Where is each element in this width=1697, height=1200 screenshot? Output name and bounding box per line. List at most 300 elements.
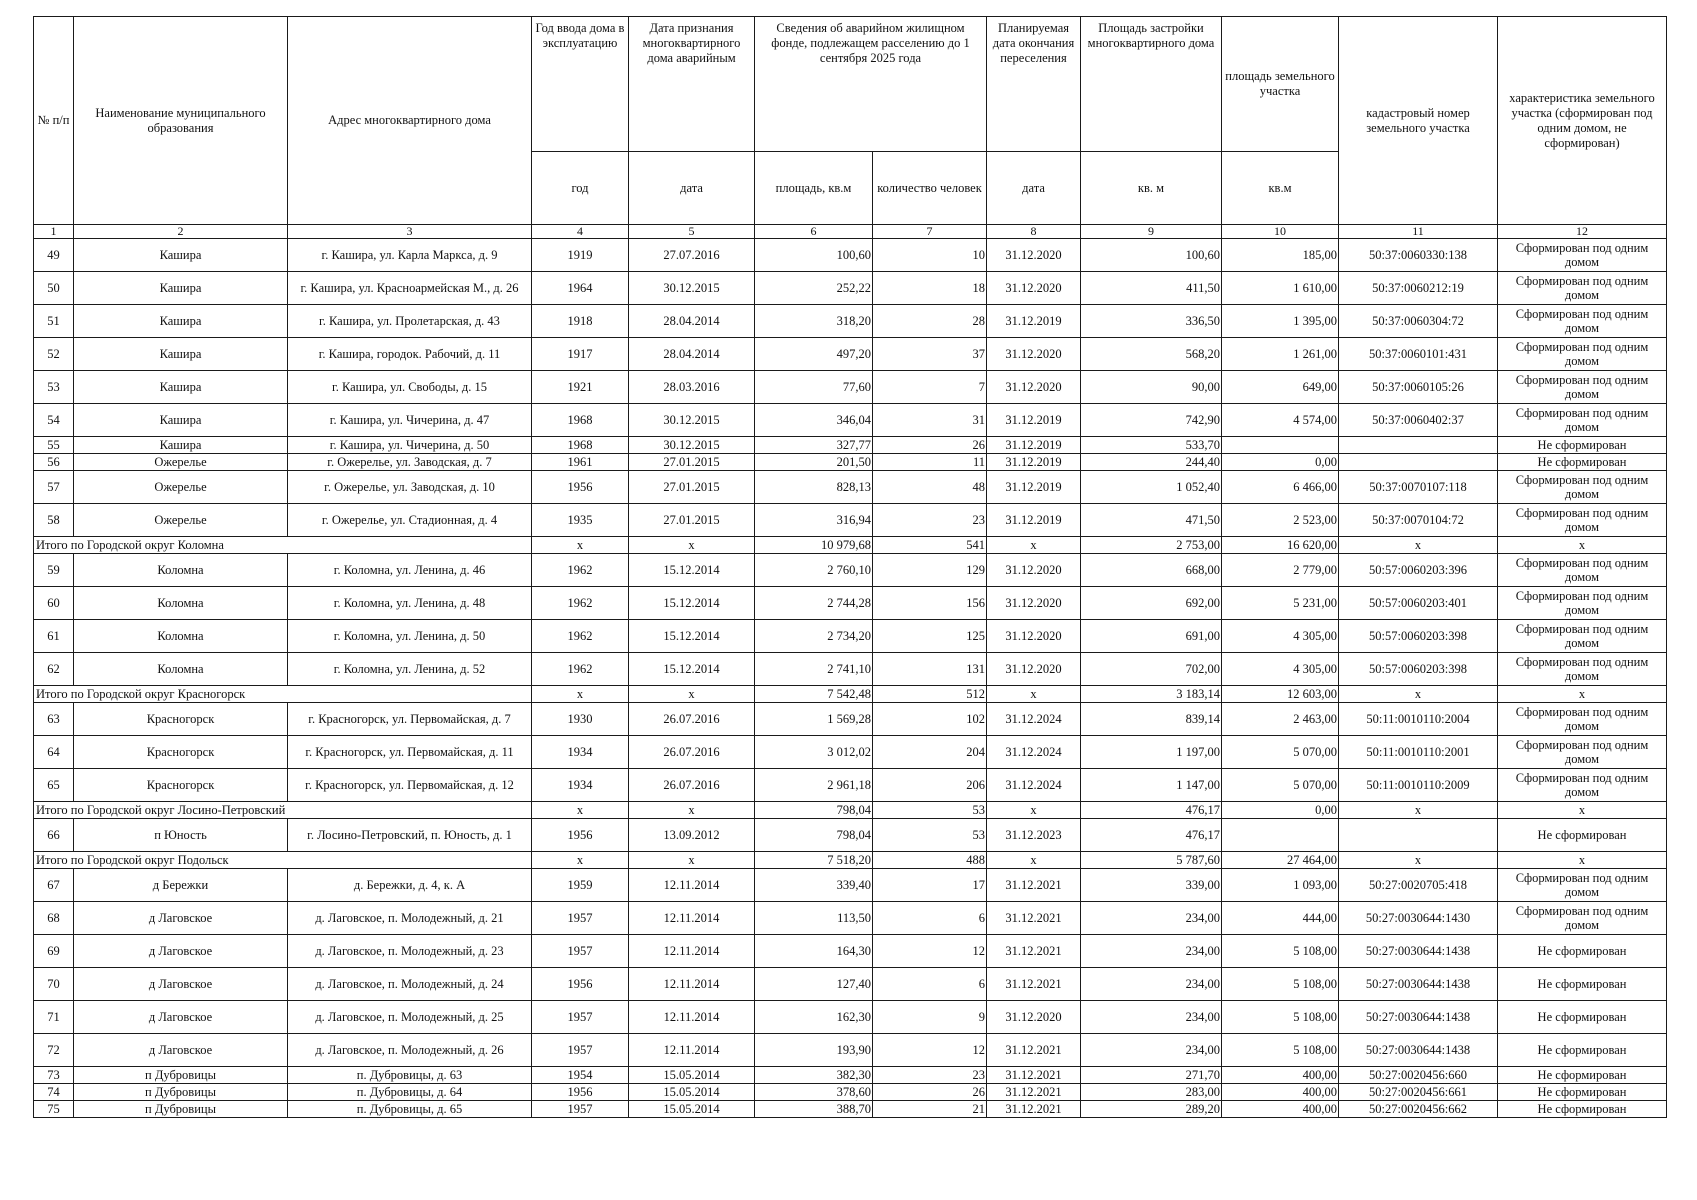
- people-count-cell: 7: [873, 371, 987, 404]
- col-header-land-area: площадь земельного участка: [1222, 17, 1339, 152]
- table-row: [34, 371, 1667, 404]
- planned-date-cell: 31.12.2021: [987, 1067, 1081, 1084]
- row-number: 53: [34, 371, 74, 404]
- land-characteristic-cell: x: [1498, 686, 1667, 703]
- municipality-cell: Кашира: [74, 338, 288, 371]
- cadastral-number-cell: 50:27:0020456:661: [1339, 1084, 1498, 1101]
- planned-date-cell: 31.12.2023: [987, 819, 1081, 852]
- municipality-cell: Коломна: [74, 554, 288, 587]
- table-row: [34, 437, 1667, 454]
- planned-date-cell: 31.12.2020: [987, 272, 1081, 305]
- land-characteristic-cell: Не сформирован: [1498, 1084, 1667, 1101]
- land-characteristic-cell: Сформирован под одним домом: [1498, 471, 1667, 504]
- building-area-cell: 283,00: [1081, 1084, 1222, 1101]
- land-area-cell: 5 070,00: [1222, 769, 1339, 802]
- row-number: 56: [34, 454, 74, 471]
- building-area-cell: 476,17: [1081, 819, 1222, 852]
- people-count-cell: 206: [873, 769, 987, 802]
- land-characteristic-cell: Сформирован под одним домом: [1498, 736, 1667, 769]
- municipality-cell: Ожерелье: [74, 454, 288, 471]
- year-cell: 1968: [532, 404, 629, 437]
- cadastral-number-cell: 50:57:0060203:398: [1339, 620, 1498, 653]
- planned-date-cell: 31.12.2020: [987, 653, 1081, 686]
- cadastral-number-cell: x: [1339, 802, 1498, 819]
- planned-date-cell: 31.12.2020: [987, 338, 1081, 371]
- land-area-cell: 400,00: [1222, 1101, 1339, 1118]
- fund-area-cell: 497,20: [755, 338, 873, 371]
- subheader-plan-date: дата: [987, 152, 1081, 225]
- land-characteristic-cell: Сформирован под одним домом: [1498, 504, 1667, 537]
- land-characteristic-cell: Сформирован под одним домом: [1498, 620, 1667, 653]
- row-number: 50: [34, 272, 74, 305]
- land-area-cell: 2 523,00: [1222, 504, 1339, 537]
- emergency-date-cell: 28.03.2016: [629, 371, 755, 404]
- address-cell: г. Красногорск, ул. Первомайская, д. 7: [288, 703, 532, 736]
- municipality-cell: Коломна: [74, 620, 288, 653]
- municipality-cell: Кашира: [74, 272, 288, 305]
- address-cell: п. Дубровицы, д. 64: [288, 1084, 532, 1101]
- planned-date-cell: 31.12.2021: [987, 869, 1081, 902]
- address-cell: г. Коломна, ул. Ленина, д. 50: [288, 620, 532, 653]
- planned-date-cell: x: [987, 852, 1081, 869]
- planned-date-cell: 31.12.2019: [987, 471, 1081, 504]
- building-area-cell: 2 753,00: [1081, 537, 1222, 554]
- cadastral-number-cell: 50:37:0070107:118: [1339, 471, 1498, 504]
- municipality-cell: д Лаговское: [74, 902, 288, 935]
- fund-area-cell: 2 961,18: [755, 769, 873, 802]
- year-cell: 1934: [532, 769, 629, 802]
- land-characteristic-cell: Сформирован под одним домом: [1498, 869, 1667, 902]
- year-cell: 1962: [532, 587, 629, 620]
- municipality-cell: п Дубровицы: [74, 1067, 288, 1084]
- fund-area-cell: 2 734,20: [755, 620, 873, 653]
- land-area-cell: 5 108,00: [1222, 1001, 1339, 1034]
- land-characteristic-cell: Не сформирован: [1498, 437, 1667, 454]
- year-cell: 1956: [532, 968, 629, 1001]
- address-cell: г. Красногорск, ул. Первомайская, д. 12: [288, 769, 532, 802]
- cadastral-number-cell: 50:11:0010110:2009: [1339, 769, 1498, 802]
- municipality-cell: Коломна: [74, 653, 288, 686]
- land-characteristic-cell: Сформирован под одним домом: [1498, 653, 1667, 686]
- row-number: 69: [34, 935, 74, 968]
- land-characteristic-cell: Сформирован под одним домом: [1498, 371, 1667, 404]
- column-number-row: [34, 225, 1667, 239]
- cadastral-number-cell: 50:37:0060212:19: [1339, 272, 1498, 305]
- table-row: [34, 1101, 1667, 1118]
- year-cell: 1957: [532, 1034, 629, 1067]
- planned-date-cell: 31.12.2024: [987, 703, 1081, 736]
- col-header-emergency-fund: Сведения об аварийном жилищном фонде, подлежащем расселению до 1 сентября 2025 года: [755, 17, 987, 152]
- year-cell: 1962: [532, 653, 629, 686]
- emergency-date-cell: 15.12.2014: [629, 620, 755, 653]
- fund-area-cell: 388,70: [755, 1101, 873, 1118]
- building-area-cell: 411,50: [1081, 272, 1222, 305]
- municipality-cell: д Лаговское: [74, 1001, 288, 1034]
- table-row: [34, 769, 1667, 802]
- planned-date-cell: x: [987, 537, 1081, 554]
- table-row: [34, 554, 1667, 587]
- row-number: 73: [34, 1067, 74, 1084]
- planned-date-cell: 31.12.2019: [987, 504, 1081, 537]
- row-number: 63: [34, 703, 74, 736]
- land-area-cell: 649,00: [1222, 371, 1339, 404]
- col-header-address: Адрес многоквартирного дома: [288, 17, 532, 225]
- fund-area-cell: 162,30: [755, 1001, 873, 1034]
- people-count-cell: 131: [873, 653, 987, 686]
- subtotal-label: Итого по Городской округ Коломна: [34, 537, 532, 554]
- emergency-date-cell: 28.04.2014: [629, 338, 755, 371]
- people-count-cell: 28: [873, 305, 987, 338]
- municipality-cell: Кашира: [74, 305, 288, 338]
- land-area-cell: 400,00: [1222, 1067, 1339, 1084]
- planned-date-cell: 31.12.2021: [987, 902, 1081, 935]
- people-count-cell: 156: [873, 587, 987, 620]
- year-cell: 1962: [532, 620, 629, 653]
- land-area-cell: [1222, 819, 1339, 852]
- address-cell: д. Лаговское, п. Молодежный, д. 25: [288, 1001, 532, 1034]
- row-number: 70: [34, 968, 74, 1001]
- column-number: 4: [532, 225, 629, 239]
- people-count-cell: 26: [873, 437, 987, 454]
- row-number: 51: [34, 305, 74, 338]
- emergency-date-cell: 12.11.2014: [629, 1001, 755, 1034]
- land-characteristic-cell: Не сформирован: [1498, 1067, 1667, 1084]
- cadastral-number-cell: [1339, 437, 1498, 454]
- building-area-cell: 289,20: [1081, 1101, 1222, 1118]
- year-cell: 1919: [532, 239, 629, 272]
- cadastral-number-cell: 50:37:0060304:72: [1339, 305, 1498, 338]
- address-cell: г. Кашира, ул. Чичерина, д. 47: [288, 404, 532, 437]
- cadastral-number-cell: 50:37:0060101:431: [1339, 338, 1498, 371]
- year-cell: 1917: [532, 338, 629, 371]
- col-header-building-area: Площадь застройки многоквартирного дома: [1081, 17, 1222, 152]
- land-area-cell: 5 070,00: [1222, 736, 1339, 769]
- land-characteristic-cell: Не сформирован: [1498, 968, 1667, 1001]
- fund-area-cell: 193,90: [755, 1034, 873, 1067]
- row-number: 55: [34, 437, 74, 454]
- people-count-cell: 18: [873, 272, 987, 305]
- land-characteristic-cell: x: [1498, 852, 1667, 869]
- address-cell: г. Коломна, ул. Ленина, д. 46: [288, 554, 532, 587]
- table-header: [34, 17, 1667, 239]
- emergency-date-cell: 13.09.2012: [629, 819, 755, 852]
- planned-date-cell: x: [987, 686, 1081, 703]
- people-count-cell: 37: [873, 338, 987, 371]
- emergency-date-cell: 30.12.2015: [629, 437, 755, 454]
- planned-date-cell: 31.12.2021: [987, 1084, 1081, 1101]
- building-area-cell: 234,00: [1081, 1034, 1222, 1067]
- municipality-cell: д Лаговское: [74, 968, 288, 1001]
- people-count-cell: 21: [873, 1101, 987, 1118]
- land-area-cell: 5 108,00: [1222, 935, 1339, 968]
- planned-date-cell: 31.12.2021: [987, 1101, 1081, 1118]
- emergency-date-cell: x: [629, 852, 755, 869]
- building-area-cell: 1 197,00: [1081, 736, 1222, 769]
- fund-area-cell: 798,04: [755, 819, 873, 852]
- fund-area-cell: 252,22: [755, 272, 873, 305]
- row-number: 59: [34, 554, 74, 587]
- column-number: 7: [873, 225, 987, 239]
- building-area-cell: 692,00: [1081, 587, 1222, 620]
- table-row: [34, 1034, 1667, 1067]
- fund-area-cell: 2 760,10: [755, 554, 873, 587]
- table-row: [34, 1084, 1667, 1101]
- cadastral-number-cell: 50:27:0020705:418: [1339, 869, 1498, 902]
- land-area-cell: 6 466,00: [1222, 471, 1339, 504]
- planned-date-cell: 31.12.2019: [987, 437, 1081, 454]
- table-row: [34, 471, 1667, 504]
- people-count-cell: 488: [873, 852, 987, 869]
- emergency-date-cell: 27.07.2016: [629, 239, 755, 272]
- building-area-cell: 234,00: [1081, 935, 1222, 968]
- land-area-cell: 4 305,00: [1222, 620, 1339, 653]
- emergency-date-cell: 27.01.2015: [629, 471, 755, 504]
- row-number: 66: [34, 819, 74, 852]
- address-cell: п. Дубровицы, д. 63: [288, 1067, 532, 1084]
- people-count-cell: 23: [873, 1067, 987, 1084]
- row-number: 64: [34, 736, 74, 769]
- table-row: [34, 620, 1667, 653]
- building-area-cell: 839,14: [1081, 703, 1222, 736]
- cadastral-number-cell: 50:27:0020456:660: [1339, 1067, 1498, 1084]
- municipality-cell: Ожерелье: [74, 471, 288, 504]
- cadastral-number-cell: 50:27:0030644:1438: [1339, 1001, 1498, 1034]
- subtotal-row: [34, 852, 1667, 869]
- address-cell: г. Ожерелье, ул. Заводская, д. 10: [288, 471, 532, 504]
- table-row: [34, 935, 1667, 968]
- land-characteristic-cell: Не сформирован: [1498, 1101, 1667, 1118]
- table-row: [34, 239, 1667, 272]
- address-cell: д. Лаговское, п. Молодежный, д. 24: [288, 968, 532, 1001]
- people-count-cell: 512: [873, 686, 987, 703]
- building-area-cell: 336,50: [1081, 305, 1222, 338]
- cadastral-number-cell: [1339, 454, 1498, 471]
- year-cell: 1930: [532, 703, 629, 736]
- people-count-cell: 204: [873, 736, 987, 769]
- subheader-land-area: кв.м: [1222, 152, 1339, 225]
- building-area-cell: 668,00: [1081, 554, 1222, 587]
- municipality-cell: Кашира: [74, 437, 288, 454]
- planned-date-cell: 31.12.2021: [987, 1034, 1081, 1067]
- land-area-cell: 185,00: [1222, 239, 1339, 272]
- emergency-date-cell: 28.04.2014: [629, 305, 755, 338]
- people-count-cell: 48: [873, 471, 987, 504]
- municipality-cell: д Лаговское: [74, 1034, 288, 1067]
- land-area-cell: 16 620,00: [1222, 537, 1339, 554]
- year-cell: 1957: [532, 1101, 629, 1118]
- emergency-date-cell: 15.05.2014: [629, 1067, 755, 1084]
- building-area-cell: 691,00: [1081, 620, 1222, 653]
- land-characteristic-cell: Сформирован под одним домом: [1498, 272, 1667, 305]
- land-characteristic-cell: Сформирован под одним домом: [1498, 703, 1667, 736]
- emergency-date-cell: 30.12.2015: [629, 272, 755, 305]
- cadastral-number-cell: 50:37:0060330:138: [1339, 239, 1498, 272]
- building-area-cell: 234,00: [1081, 1001, 1222, 1034]
- building-area-cell: 1 147,00: [1081, 769, 1222, 802]
- people-count-cell: 102: [873, 703, 987, 736]
- municipality-cell: Ожерелье: [74, 504, 288, 537]
- land-characteristic-cell: x: [1498, 802, 1667, 819]
- year-cell: x: [532, 852, 629, 869]
- col-header-cadastral: кадастровый номер земельного участка: [1339, 17, 1498, 225]
- address-cell: г. Коломна, ул. Ленина, д. 52: [288, 653, 532, 686]
- land-area-cell: 5 108,00: [1222, 1034, 1339, 1067]
- table-row: [34, 272, 1667, 305]
- column-number: 8: [987, 225, 1081, 239]
- land-area-cell: 444,00: [1222, 902, 1339, 935]
- municipality-cell: Красногорск: [74, 736, 288, 769]
- planned-date-cell: 31.12.2019: [987, 305, 1081, 338]
- subtotal-label: Итого по Городской округ Красногорск: [34, 686, 532, 703]
- fund-area-cell: 127,40: [755, 968, 873, 1001]
- address-cell: д. Бережки, д. 4, к. А: [288, 869, 532, 902]
- address-cell: г. Кашира, ул. Пролетарская, д. 43: [288, 305, 532, 338]
- year-cell: 1962: [532, 554, 629, 587]
- land-area-cell: 5 108,00: [1222, 968, 1339, 1001]
- cadastral-number-cell: x: [1339, 537, 1498, 554]
- fund-area-cell: 7 542,48: [755, 686, 873, 703]
- fund-area-cell: 201,50: [755, 454, 873, 471]
- building-area-cell: 742,90: [1081, 404, 1222, 437]
- emergency-date-cell: 15.12.2014: [629, 587, 755, 620]
- building-area-cell: 533,70: [1081, 437, 1222, 454]
- table-row: [34, 504, 1667, 537]
- emergency-date-cell: 15.12.2014: [629, 653, 755, 686]
- fund-area-cell: 2 744,28: [755, 587, 873, 620]
- land-area-cell: [1222, 437, 1339, 454]
- municipality-cell: Коломна: [74, 587, 288, 620]
- column-number: 5: [629, 225, 755, 239]
- emergency-date-cell: 26.07.2016: [629, 769, 755, 802]
- table-row: [34, 1001, 1667, 1034]
- cadastral-number-cell: 50:37:0070104:72: [1339, 504, 1498, 537]
- fund-area-cell: 100,60: [755, 239, 873, 272]
- table-row: [34, 587, 1667, 620]
- table-body: [34, 239, 1667, 1118]
- land-characteristic-cell: Сформирован под одним домом: [1498, 902, 1667, 935]
- year-cell: 1957: [532, 902, 629, 935]
- table-row: [34, 902, 1667, 935]
- row-number: 60: [34, 587, 74, 620]
- emergency-date-cell: 12.11.2014: [629, 935, 755, 968]
- building-area-cell: 90,00: [1081, 371, 1222, 404]
- year-cell: x: [532, 802, 629, 819]
- year-cell: 1954: [532, 1067, 629, 1084]
- municipality-cell: д Бережки: [74, 869, 288, 902]
- land-characteristic-cell: Сформирован под одним домом: [1498, 305, 1667, 338]
- fund-area-cell: 378,60: [755, 1084, 873, 1101]
- cadastral-number-cell: 50:37:0060402:37: [1339, 404, 1498, 437]
- cadastral-number-cell: 50:27:0030644:1430: [1339, 902, 1498, 935]
- people-count-cell: 23: [873, 504, 987, 537]
- row-number: 72: [34, 1034, 74, 1067]
- table-row: [34, 305, 1667, 338]
- subheader-year: год: [532, 152, 629, 225]
- year-cell: 1935: [532, 504, 629, 537]
- table-row: [34, 736, 1667, 769]
- fund-area-cell: 164,30: [755, 935, 873, 968]
- fund-area-cell: 316,94: [755, 504, 873, 537]
- land-characteristic-cell: Не сформирован: [1498, 819, 1667, 852]
- emergency-date-cell: 30.12.2015: [629, 404, 755, 437]
- cadastral-number-cell: x: [1339, 852, 1498, 869]
- land-area-cell: 4 574,00: [1222, 404, 1339, 437]
- land-area-cell: 1 395,00: [1222, 305, 1339, 338]
- fund-area-cell: 2 741,10: [755, 653, 873, 686]
- people-count-cell: 12: [873, 935, 987, 968]
- col-header-planned-date: Планируемая дата окончания переселения: [987, 17, 1081, 152]
- row-number: 71: [34, 1001, 74, 1034]
- building-area-cell: 5 787,60: [1081, 852, 1222, 869]
- emergency-date-cell: 26.07.2016: [629, 736, 755, 769]
- building-area-cell: 339,00: [1081, 869, 1222, 902]
- subtotal-row: [34, 686, 1667, 703]
- year-cell: 1956: [532, 819, 629, 852]
- municipality-cell: Красногорск: [74, 703, 288, 736]
- fund-area-cell: 1 569,28: [755, 703, 873, 736]
- year-cell: 1921: [532, 371, 629, 404]
- subheader-date: дата: [629, 152, 755, 225]
- fund-area-cell: 382,30: [755, 1067, 873, 1084]
- land-area-cell: 1 093,00: [1222, 869, 1339, 902]
- table-row: [34, 968, 1667, 1001]
- fund-area-cell: 318,20: [755, 305, 873, 338]
- emergency-date-cell: 15.05.2014: [629, 1101, 755, 1118]
- cadastral-number-cell: x: [1339, 686, 1498, 703]
- building-area-cell: 702,00: [1081, 653, 1222, 686]
- address-cell: д. Лаговское, п. Молодежный, д. 21: [288, 902, 532, 935]
- year-cell: 1918: [532, 305, 629, 338]
- subtotal-label: Итого по Городской округ Лосино-Петровский: [34, 802, 532, 819]
- year-cell: 1957: [532, 935, 629, 968]
- year-cell: 1961: [532, 454, 629, 471]
- municipality-cell: Кашира: [74, 404, 288, 437]
- column-number: 2: [74, 225, 288, 239]
- fund-area-cell: 339,40: [755, 869, 873, 902]
- people-count-cell: 17: [873, 869, 987, 902]
- municipality-cell: Кашира: [74, 371, 288, 404]
- row-number: 67: [34, 869, 74, 902]
- planned-date-cell: 31.12.2020: [987, 239, 1081, 272]
- municipality-cell: Кашира: [74, 239, 288, 272]
- land-area-cell: 2 463,00: [1222, 703, 1339, 736]
- col-header-municipality: Наименование муниципального образования: [74, 17, 288, 225]
- year-cell: 1964: [532, 272, 629, 305]
- subtotal-row: [34, 802, 1667, 819]
- planned-date-cell: 31.12.2020: [987, 1001, 1081, 1034]
- building-area-cell: 1 052,40: [1081, 471, 1222, 504]
- building-area-cell: 244,40: [1081, 454, 1222, 471]
- emergency-housing-table: [33, 16, 1667, 1118]
- planned-date-cell: x: [987, 802, 1081, 819]
- land-characteristic-cell: Сформирован под одним домом: [1498, 338, 1667, 371]
- address-cell: г. Красногорск, ул. Первомайская, д. 11: [288, 736, 532, 769]
- building-area-cell: 234,00: [1081, 902, 1222, 935]
- col-header-year-commissioned: Год ввода дома в эксплуатацию: [532, 17, 629, 152]
- people-count-cell: 6: [873, 902, 987, 935]
- subtotal-row: [34, 537, 1667, 554]
- emergency-date-cell: x: [629, 802, 755, 819]
- cadastral-number-cell: 50:27:0020456:662: [1339, 1101, 1498, 1118]
- people-count-cell: 53: [873, 802, 987, 819]
- building-area-cell: 476,17: [1081, 802, 1222, 819]
- land-characteristic-cell: Не сформирован: [1498, 454, 1667, 471]
- municipality-cell: п Дубровицы: [74, 1084, 288, 1101]
- row-number: 62: [34, 653, 74, 686]
- col-header-emergency-date: Дата признания многоквартирного дома аварийным: [629, 17, 755, 152]
- cadastral-number-cell: 50:27:0030644:1438: [1339, 935, 1498, 968]
- fund-area-cell: 798,04: [755, 802, 873, 819]
